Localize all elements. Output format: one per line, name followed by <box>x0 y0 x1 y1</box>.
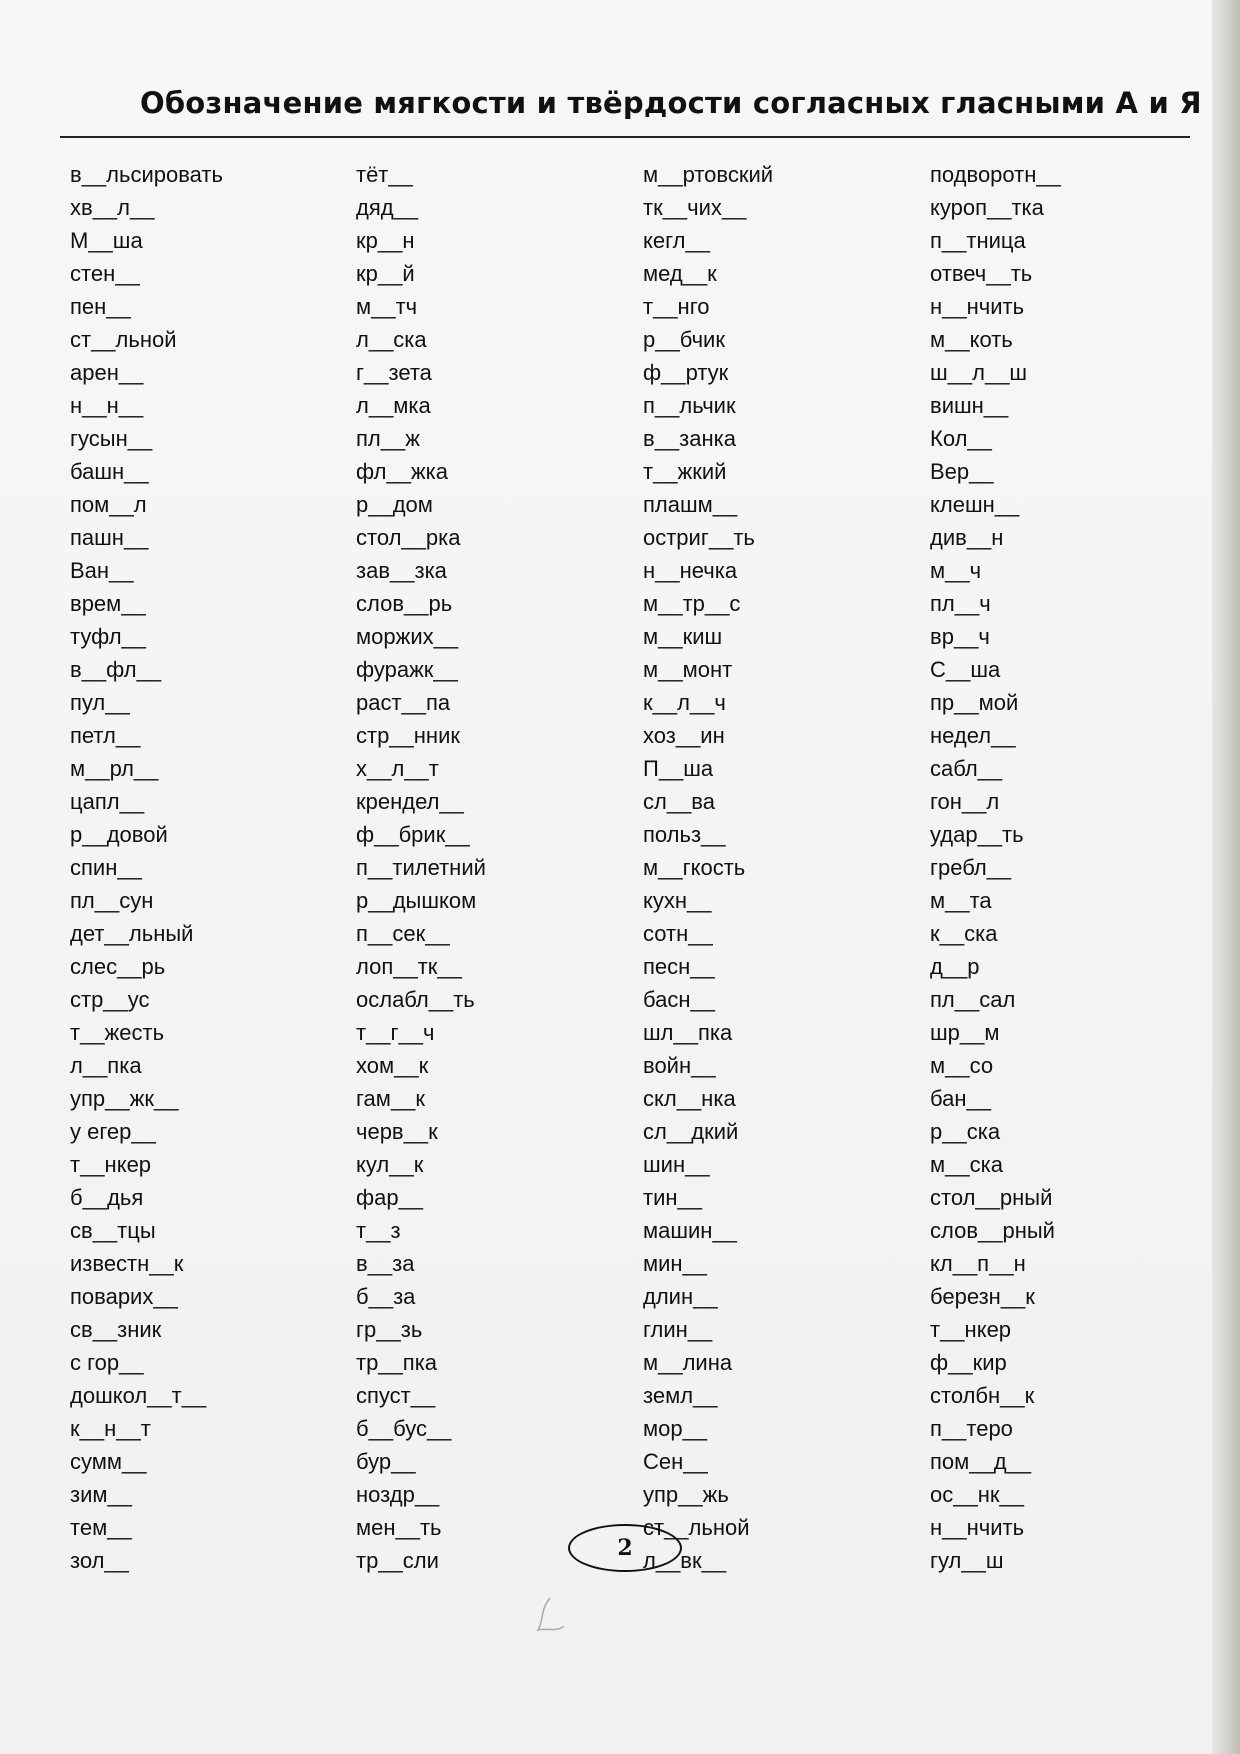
exercise-word: ст__льной <box>70 327 177 352</box>
exercise-word: зим__ <box>70 1482 132 1507</box>
exercise-word: м__та <box>930 888 992 913</box>
exercise-word: сл__ва <box>643 789 715 814</box>
exercise-word: т__нкер <box>930 1317 1012 1342</box>
exercise-word: Кол__ <box>930 426 992 451</box>
exercise-word: гр__зь <box>356 1317 423 1342</box>
exercise-word: машин__ <box>643 1218 737 1243</box>
exercise-word: слов__рный <box>930 1218 1055 1243</box>
word-column-4 <box>930 158 1170 1577</box>
exercise-word: шр__м <box>930 1020 1000 1045</box>
exercise-word: мед__к <box>643 261 717 286</box>
exercise-word: спин__ <box>70 855 142 880</box>
exercise-word: пашн__ <box>70 525 149 550</box>
exercise-word: т__з <box>356 1218 401 1243</box>
exercise-word: мен__ть <box>356 1515 442 1540</box>
exercise-word: в__за <box>356 1251 415 1276</box>
exercise-word: г__зета <box>356 360 432 385</box>
exercise-word: куроп__тка <box>930 195 1044 220</box>
exercise-word: дяд__ <box>356 195 419 220</box>
exercise-word: р__ска <box>930 1119 1001 1144</box>
exercise-word: кул__к <box>356 1152 424 1177</box>
exercise-word: цапл__ <box>70 789 145 814</box>
exercise-word: гусын__ <box>70 426 153 451</box>
exercise-word: башн__ <box>70 459 149 484</box>
exercise-word: хоз__ин <box>643 723 725 748</box>
exercise-word: пл__сун <box>70 888 154 913</box>
exercise-word: стол__рный <box>930 1185 1053 1210</box>
exercise-word: н__нчить <box>930 294 1025 319</box>
exercise-word: недел__ <box>930 723 1016 748</box>
exercise-word: св__зник <box>70 1317 162 1342</box>
exercise-word: крендел__ <box>356 789 464 814</box>
exercise-word: лоп__тк__ <box>356 954 462 979</box>
exercise-word: в__льсировать <box>70 162 223 187</box>
exercise-word: шин__ <box>643 1152 710 1177</box>
exercise-word: сл__дкий <box>643 1119 739 1144</box>
exercise-word: н__нчить <box>930 1515 1025 1540</box>
exercise-word: отвеч__ть <box>930 261 1033 286</box>
exercise-word: с гор__ <box>70 1350 144 1375</box>
exercise-word: н__нечка <box>643 558 738 583</box>
page-number: 2 <box>568 1524 682 1572</box>
exercise-word: кр__н <box>356 228 415 253</box>
title-divider <box>60 136 1190 138</box>
exercise-word: С__ша <box>930 657 1001 682</box>
exercise-word: м__ска <box>930 1152 1003 1177</box>
exercise-word: бур__ <box>356 1449 416 1474</box>
exercise-word: ф__кир <box>930 1350 1007 1375</box>
exercise-word: зав__зка <box>356 558 447 583</box>
exercise-word: м__ртовский <box>643 162 774 187</box>
page-edge-shadow <box>1212 0 1240 1754</box>
exercise-word: пл__сал <box>930 987 1016 1012</box>
word-column-2 <box>356 158 596 1577</box>
exercise-word: гул__ш <box>930 1548 1004 1573</box>
word-column-1 <box>70 158 310 1577</box>
exercise-word: стен__ <box>70 261 140 286</box>
exercise-word: м__со <box>930 1053 994 1078</box>
exercise-word: л__ска <box>356 327 427 352</box>
exercise-word: стр__нник <box>356 723 460 748</box>
exercise-word: п__тница <box>930 228 1026 253</box>
exercise-word: п__сек__ <box>356 921 450 946</box>
exercise-word: м__тч <box>356 294 418 319</box>
exercise-word: длин__ <box>643 1284 718 1309</box>
exercise-word: к__н__т <box>70 1416 151 1441</box>
exercise-word: вр__ч <box>930 624 990 649</box>
exercise-word: остриг__ть <box>643 525 755 550</box>
exercise-word: бан__ <box>930 1086 991 1111</box>
exercise-word: фл__жка <box>356 459 448 484</box>
exercise-word: клешн__ <box>930 492 1020 517</box>
word-column-3 <box>643 158 883 1577</box>
exercise-word: пом__л <box>70 492 147 517</box>
exercise-word: тин__ <box>643 1185 702 1210</box>
exercise-word: плашм__ <box>643 492 738 517</box>
exercise-word: м__монт <box>643 657 733 682</box>
exercise-word: зол__ <box>70 1548 129 1573</box>
exercise-word: м__рл__ <box>70 756 159 781</box>
exercise-word: п__льчик <box>643 393 736 418</box>
exercise-word: стр__ус <box>70 987 150 1012</box>
exercise-word: м__киш <box>643 624 723 649</box>
exercise-word: Сен__ <box>643 1449 708 1474</box>
exercise-word: ноздр__ <box>356 1482 440 1507</box>
exercise-word: раст__па <box>356 690 451 715</box>
exercise-word: дет__льный <box>70 921 194 946</box>
exercise-word: пом__д__ <box>930 1449 1032 1474</box>
exercise-word: пр__мой <box>930 690 1019 715</box>
exercise-word: удар__ть <box>930 822 1024 847</box>
exercise-word: Вер__ <box>930 459 994 484</box>
exercise-word: м__ч <box>930 558 982 583</box>
exercise-word: л__пка <box>70 1053 142 1078</box>
exercise-word: п__теро <box>930 1416 1013 1441</box>
exercise-word: св__тцы <box>70 1218 156 1243</box>
exercise-word: ослабл__ть <box>356 987 475 1012</box>
exercise-word: подворотн__ <box>930 162 1061 187</box>
exercise-word: м__гкость <box>643 855 746 880</box>
exercise-word: фуражк__ <box>356 657 458 682</box>
exercise-word: кухн__ <box>643 888 712 913</box>
exercise-word: сумм__ <box>70 1449 147 1474</box>
exercise-word: тр__сли <box>356 1548 439 1573</box>
exercise-word: р__дом <box>356 492 433 517</box>
exercise-word: т__жкий <box>643 459 727 484</box>
exercise-word: пл__ч <box>930 591 991 616</box>
exercise-word: сабл__ <box>930 756 1003 781</box>
exercise-word: пл__ж <box>356 426 420 451</box>
exercise-word: столбн__к <box>930 1383 1035 1408</box>
exercise-word: к__л__ч <box>643 690 726 715</box>
exercise-word: т__г__ч <box>356 1020 435 1045</box>
exercise-word: д__р <box>930 954 980 979</box>
exercise-word: тр__пка <box>356 1350 438 1375</box>
exercise-word: б__дья <box>70 1185 144 1210</box>
pencil-mark <box>530 1590 590 1640</box>
exercise-word: песн__ <box>643 954 715 979</box>
page-title: Обозначение мягкости и твёрдости согласных гласными А и Я <box>140 86 1202 120</box>
exercise-word: ф__ртук <box>643 360 729 385</box>
exercise-word: ф__брик__ <box>356 822 470 847</box>
exercise-word: упр__жь <box>643 1482 729 1507</box>
exercise-word: р__довой <box>70 822 168 847</box>
exercise-word: б__за <box>356 1284 416 1309</box>
exercise-word: в__занка <box>643 426 736 451</box>
exercise-word: польз__ <box>643 822 726 847</box>
exercise-word: петл__ <box>70 723 141 748</box>
exercise-word: черв__к <box>356 1119 438 1144</box>
exercise-word: моржих__ <box>356 624 459 649</box>
exercise-word: тёт__ <box>356 162 413 187</box>
exercise-word: упр__жк__ <box>70 1086 179 1111</box>
exercise-word: п__тилетний <box>356 855 486 880</box>
exercise-word: т__жесть <box>70 1020 165 1045</box>
exercise-word: р__бчик <box>643 327 725 352</box>
exercise-word: слес__рь <box>70 954 166 979</box>
exercise-word: у егер__ <box>70 1119 156 1144</box>
exercise-word: поварих__ <box>70 1284 178 1309</box>
exercise-word: Ван__ <box>70 558 134 583</box>
exercise-word: арен__ <box>70 360 144 385</box>
exercise-word: н__н__ <box>70 393 144 418</box>
exercise-word: кр__й <box>356 261 415 286</box>
exercise-word: гам__к <box>356 1086 425 1111</box>
exercise-word: врем__ <box>70 591 146 616</box>
exercise-word: тк__чих__ <box>643 195 747 220</box>
exercise-word: б__бус__ <box>356 1416 452 1441</box>
exercise-word: хв__л__ <box>70 195 155 220</box>
exercise-word: мор__ <box>643 1416 708 1441</box>
exercise-word: м__коть <box>930 327 1013 352</box>
exercise-word: сотн__ <box>643 921 713 946</box>
exercise-word: гребл__ <box>930 855 1012 880</box>
exercise-word: скл__нка <box>643 1086 736 1111</box>
exercise-word: к__ска <box>930 921 998 946</box>
exercise-word: т__нкер <box>70 1152 152 1177</box>
exercise-word: туфл__ <box>70 624 147 649</box>
exercise-word: шл__пка <box>643 1020 733 1045</box>
exercise-word: М__ша <box>70 228 143 253</box>
exercise-word: в__фл__ <box>70 657 162 682</box>
exercise-word: слов__рь <box>356 591 453 616</box>
exercise-word: П__ша <box>643 756 714 781</box>
exercise-word: спуст__ <box>356 1383 436 1408</box>
exercise-word: див__н <box>930 525 1004 550</box>
exercise-word: кл__п__н <box>930 1251 1026 1276</box>
exercise-word: кегл__ <box>643 228 710 253</box>
exercise-word: хом__к <box>356 1053 429 1078</box>
exercise-word: березн__к <box>930 1284 1035 1309</box>
exercise-word: ст__льной <box>643 1515 750 1540</box>
exercise-word: фар__ <box>356 1185 424 1210</box>
exercise-word: м__тр__с <box>643 591 741 616</box>
exercise-word: земл__ <box>643 1383 718 1408</box>
exercise-word: тем__ <box>70 1515 132 1540</box>
exercise-word: вишн__ <box>930 393 1009 418</box>
exercise-word: пен__ <box>70 294 131 319</box>
exercise-word: ос__нк__ <box>930 1482 1024 1507</box>
exercise-word: пул__ <box>70 690 130 715</box>
exercise-word: т__нго <box>643 294 710 319</box>
exercise-word: дошкол__т__ <box>70 1383 207 1408</box>
exercise-word: войн__ <box>643 1053 716 1078</box>
exercise-word: гон__л <box>930 789 1000 814</box>
exercise-word: глин__ <box>643 1317 713 1342</box>
exercise-word: басн__ <box>643 987 715 1012</box>
exercise-word: ш__л__ш <box>930 360 1028 385</box>
exercise-word: известн__к <box>70 1251 184 1276</box>
exercise-word: х__л__т <box>356 756 439 781</box>
exercise-word: стол__рка <box>356 525 461 550</box>
exercise-word: м__лина <box>643 1350 733 1375</box>
exercise-word: р__дышком <box>356 888 477 913</box>
exercise-word: л__вк__ <box>643 1548 727 1573</box>
exercise-word: мин__ <box>643 1251 708 1276</box>
exercise-word: л__мка <box>356 393 431 418</box>
